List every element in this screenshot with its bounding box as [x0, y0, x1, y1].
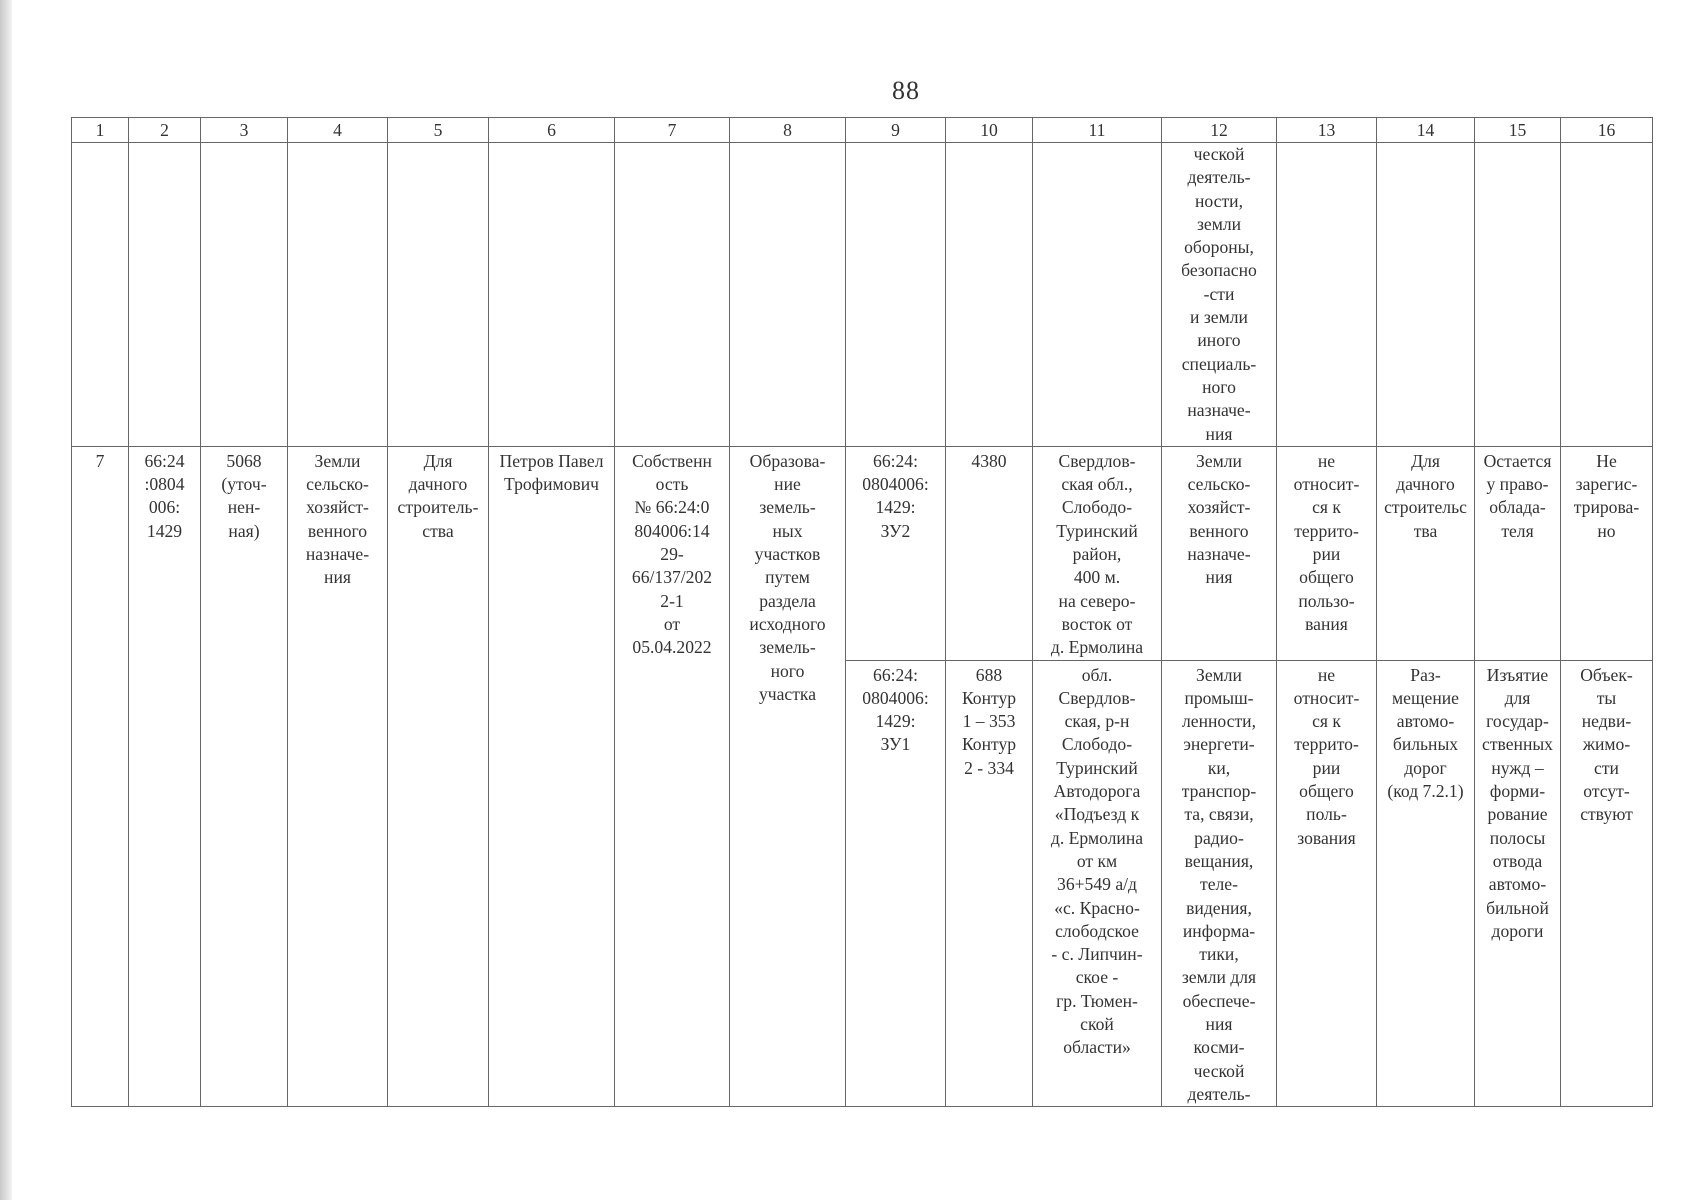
column-number-9: 9 [846, 118, 946, 143]
plot-purpose: Изъятие для государ- ственных нужд – форми- рование полосы отвода автомо- бильной дороги [1482, 664, 1553, 941]
new-plot-permitted-use: Раз- мещение автомо- бильных дорог (код 7.2.1) [1387, 664, 1464, 802]
row-number-cell [72, 446, 129, 1106]
formation-method: Образова- ние земель- ных участков путем раздела исходного земель- ного участка [749, 450, 826, 704]
encumbrance-info: Не зарегис- трирова- но [1573, 450, 1640, 541]
continuation-cell-12 [1162, 143, 1277, 447]
column-number-5: 5 [388, 118, 489, 143]
continuation-cell-6 [489, 143, 615, 447]
continuation-cell-11 [1033, 143, 1162, 447]
continuation-cell-1 [72, 143, 129, 447]
column-number-11: 11 [1033, 118, 1162, 143]
encumbrance-info: Объек- ты недви- жимо- сти отсут- ствуют [1580, 664, 1633, 825]
public-territory-status: не относит- ся к террито- рии общего поль- зования [1293, 664, 1360, 848]
scan-edge-shadow [0, 0, 12, 1200]
continuation-cell-13 [1277, 143, 1377, 447]
column-number-2: 2 [129, 118, 201, 143]
continued-land-category-text: ческой деятель- ности, земли обороны, безопасно -сти и земли иного специаль- ного назначе- ния [1181, 144, 1257, 444]
column-number-8: 8 [730, 118, 846, 143]
column-number-1: 1 [72, 118, 129, 143]
new-plot-address: обл. Свердлов- ская, р-н Слободо- Туринский Автодорога «Подъезд к д. Ермолина от км 36+549 а/д «с. Красно- слободское - с. Липчин- ское - гр. Тюмен- ской области» [1050, 664, 1144, 1058]
new-plot-area-cell [946, 446, 1033, 660]
row-number: 7 [95, 450, 105, 471]
continuation-cell-15 [1475, 143, 1561, 447]
source-area: 5068 (уточ- нен- ная) [221, 450, 267, 541]
continuation-cell-5 [388, 143, 489, 447]
land-plot-register-table [71, 117, 1653, 1107]
new-plot-designation: 66:24: 0804006: 1429: ЗУ1 [862, 664, 929, 755]
new-plot-address-cell [1033, 446, 1162, 660]
column-number-13: 13 [1277, 118, 1377, 143]
new-plot-land-category-cell [1162, 446, 1277, 660]
ownership-right-cell [615, 446, 730, 1106]
new-plot-address: Свердлов- ская обл., Слободо- Туринский район, 400 м. на северо- восток от д. Ермолина [1050, 450, 1144, 658]
continuation-cell-14 [1377, 143, 1475, 447]
encumbrance-info-cell [1561, 446, 1653, 660]
source-cadastral-number: 66:24 :0804 006: 1429 [144, 450, 185, 541]
new-plot-land-category: Земли промыш- ленности, энергети- ки, транспор- та, связи, радио- вещания, теле- видения, информа- тики, земли для обеспече- ния косми- ческой деятель- [1181, 664, 1257, 1104]
public-territory-status-cell [1277, 446, 1377, 660]
continuation-row [72, 143, 1653, 447]
plot-purpose: Остается у право- обладa- теля [1483, 450, 1552, 541]
column-number-6: 6 [489, 118, 615, 143]
new-plot-address-cell [1033, 660, 1162, 1107]
column-number-16: 16 [1561, 118, 1653, 143]
column-number-15: 15 [1475, 118, 1561, 143]
encumbrance-info-cell [1561, 660, 1653, 1107]
new-plot-designation: 66:24: 0804006: 1429: ЗУ2 [862, 450, 929, 541]
new-plot-land-category: Земли сельско- хозяйст- венного назначе- ния [1187, 450, 1251, 588]
table-row-7-zu2 [72, 446, 1653, 660]
new-plot-permitted-use-cell [1377, 446, 1475, 660]
column-number-3: 3 [201, 118, 288, 143]
new-plot-permitted-use-cell [1377, 660, 1475, 1107]
continuation-cell-16 [1561, 143, 1653, 447]
new-plot-land-category-cell [1162, 660, 1277, 1107]
formation-method-cell [730, 446, 846, 1106]
new-plot-designation-cell [846, 660, 946, 1107]
new-plot-area: 688 Контур 1 – 353 Контур 2 - 334 [961, 664, 1017, 778]
source-permitted-use: Для дачного строитель- ства [397, 450, 479, 541]
continuation-cell-9 [846, 143, 946, 447]
public-territory-status: не относит- ся к террито- рии общего пользо- вания [1293, 450, 1360, 634]
source-permitted-use-cell [388, 446, 489, 1106]
new-plot-area-cell [946, 660, 1033, 1107]
continuation-cell-3 [201, 143, 288, 447]
column-number-12: 12 [1162, 118, 1277, 143]
source-land-category: Земли сельско- хозяйст- венного назначе- ния [305, 450, 370, 588]
continuation-cell-4 [288, 143, 388, 447]
source-land-category-cell [288, 446, 388, 1106]
continuation-cell-2 [129, 143, 201, 447]
continuation-cell-10 [946, 143, 1033, 447]
column-number-4: 4 [288, 118, 388, 143]
source-cadastral-number-cell [129, 446, 201, 1106]
column-number-10: 10 [946, 118, 1033, 143]
continuation-cell-8 [730, 143, 846, 447]
column-number-14: 14 [1377, 118, 1475, 143]
column-number-7: 7 [615, 118, 730, 143]
plot-purpose-cell [1475, 446, 1561, 660]
new-plot-area: 4380 [971, 450, 1007, 471]
new-plot-designation-cell [846, 446, 946, 660]
public-territory-status-cell [1277, 660, 1377, 1107]
owner-name: Петров Павел Трофимович [499, 450, 604, 495]
source-area-cell [201, 446, 288, 1106]
page-number: 88 [892, 76, 920, 105]
ownership-right-record: Собственн ость № 66:24:0 804006:14 29- 66/137/202 2-1 от 05.04.2022 [631, 450, 713, 658]
new-plot-permitted-use: Для дачного строительс тва [1384, 450, 1467, 541]
owner-name-cell [489, 446, 615, 1106]
plot-purpose-cell [1475, 660, 1561, 1107]
column-number-row [72, 118, 1653, 143]
continuation-cell-7 [615, 143, 730, 447]
